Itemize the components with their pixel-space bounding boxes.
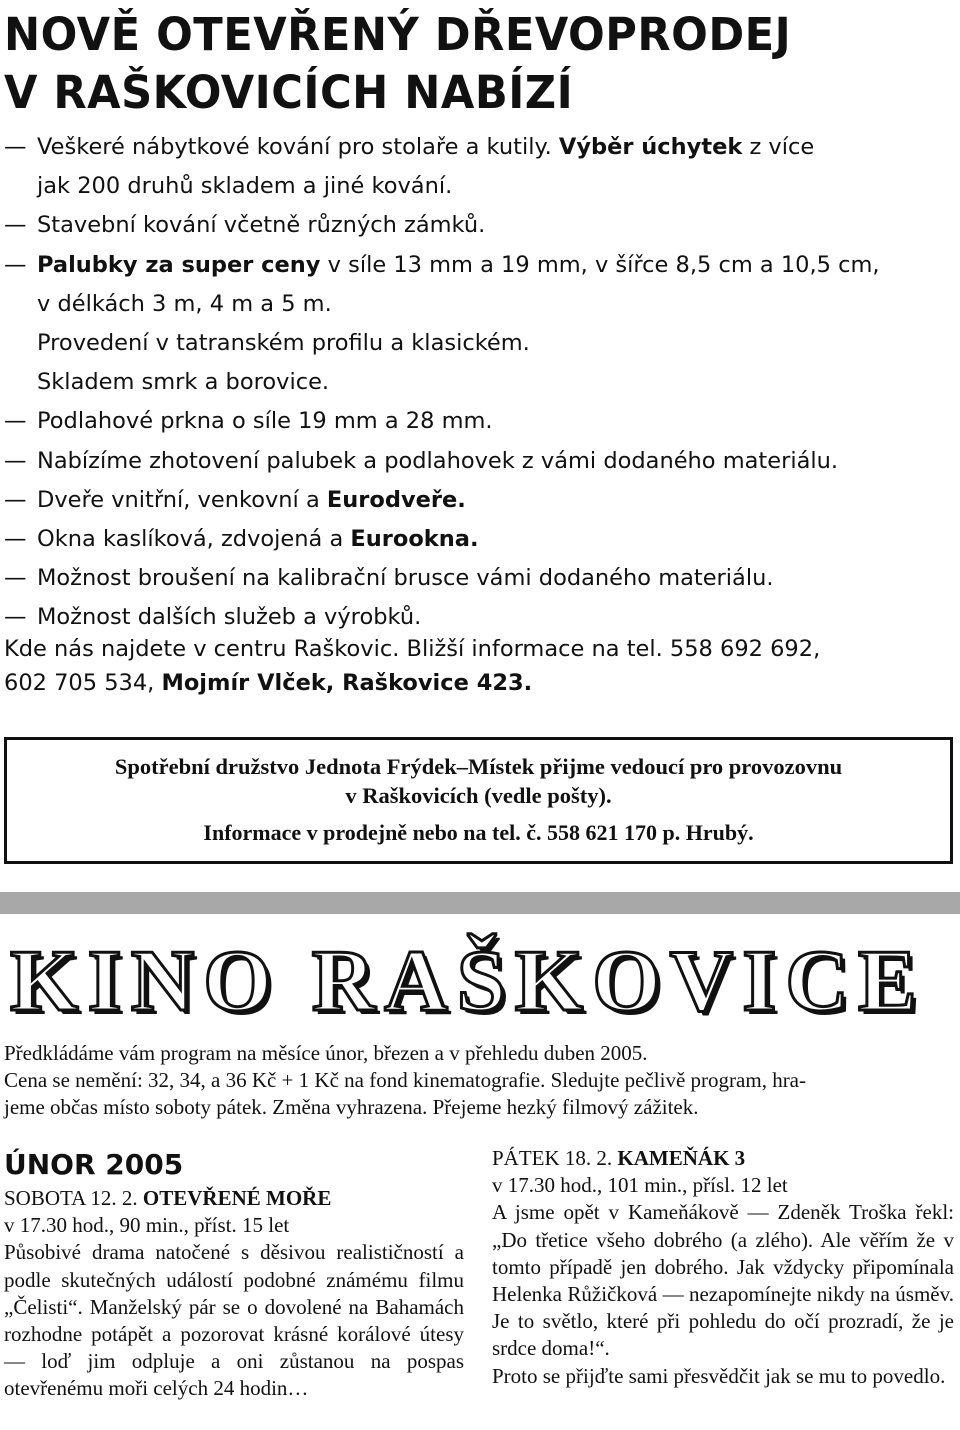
list-item xyxy=(4,167,956,206)
jednota-line-1: Spotřební družstvo Jednota Frýdek–Místek přijme vedoucí pro provozovnu xyxy=(114,754,843,779)
list-item-pre-text: v délkách 3 m, 4 m a 5 m. xyxy=(37,290,332,317)
list-item xyxy=(4,520,956,559)
list-item xyxy=(4,559,956,598)
list-item-pre-text: Možnost broušení na kalibrační brusce vámi dodaného materiálu. xyxy=(37,565,774,592)
jednota-line-2: v Raškovicích (vedle pošty). xyxy=(345,783,612,808)
section-divider xyxy=(0,892,960,914)
list-item-bold-text: Eurookna. xyxy=(350,526,479,553)
list-item-post-text: z více xyxy=(742,134,815,160)
list-item xyxy=(4,481,956,520)
contact-line-1: Kde nás najdete v centru Raškovic. Bližší informace na tel. 558 692 692, xyxy=(4,636,821,662)
list-dash: — xyxy=(4,134,27,160)
sawmill-headline xyxy=(4,6,954,122)
contact-name-address: Mojmír Vlček, Raškovice 423. xyxy=(161,670,533,696)
list-item xyxy=(4,285,956,324)
list-item-pre-text: Skladem smrk a borovice. xyxy=(37,369,330,396)
cinema-intro-line-1: Předkládáme vám program na měsíce únor, březen a v přehledu duben 2005. xyxy=(4,1041,648,1065)
month-heading: ÚNOR 2005 xyxy=(4,1148,184,1181)
cinema-intro-line-2: Cena se nemění: 32, 34, a 36 Kč + 1 Kč na fond kinematografie. Sledujte pečlivě program, hra- xyxy=(4,1068,806,1092)
film-2-description-2: Proto se přijďte sami přesvědčit jak se mu to povedlo. xyxy=(492,1363,946,1388)
film-1-description: Působivé drama natočené s děsivou realističností a podle skutečných událostí podobné známému filmu „Čelisti“. Manželský pár se o dovolené na Bahamách rozhodne potápět a pozorovat krásné korálové útesy — loď jim odpluje a oni zůstanou na pospas otevřenému moři celých 24 hodin… xyxy=(4,1240,464,1401)
list-dash: — xyxy=(4,486,27,513)
list-dash: — xyxy=(4,565,27,592)
headline-line-2: V RAŠKOVICÍCH NABÍZÍ xyxy=(4,66,574,119)
contact-phone: 602 705 534, xyxy=(4,670,162,696)
list-item-pre-text: Možnost dalších služeb a výrobků. xyxy=(37,604,422,631)
list-item xyxy=(4,442,956,481)
headline-line-1: NOVĚ OTEVŘENÝ DŘEVOPRODEJ xyxy=(4,8,792,61)
cinema-intro-line-3: jeme občas místo soboty pátek. Změna vyhrazena. Přejeme hezký filmový zážitek. xyxy=(4,1095,699,1119)
list-item xyxy=(4,363,956,402)
list-dash: — xyxy=(4,408,27,435)
film-1-info: v 17.30 hod., 90 min., příst. 15 let xyxy=(4,1213,290,1238)
film-2-info: v 17.30 hod., 101 min., přísl. 12 let xyxy=(492,1173,788,1198)
list-dash: — xyxy=(4,526,27,553)
list-dash: — xyxy=(4,447,27,474)
list-dash: — xyxy=(4,604,27,631)
list-item xyxy=(4,246,956,285)
jednota-line-3: Informace v prodejně nebo na tel. č. 558 621 170 p. Hrubý. xyxy=(203,820,754,845)
list-item-bold-text: Palubky za super ceny xyxy=(37,251,321,278)
film-1-heading xyxy=(4,1185,464,1212)
list-item-pre-text: Stavební kování včetně různých zámků. xyxy=(37,212,486,239)
film-2-day: PÁTEK 18. 2. xyxy=(492,1146,618,1170)
list-item-bold-text: Výběr úchytek xyxy=(558,134,743,160)
list-item-pre-text: Dveře vnitřní, venkovní a xyxy=(37,486,327,513)
list-dash: — xyxy=(4,251,27,278)
film-2-heading xyxy=(492,1145,954,1172)
list-dash: — xyxy=(4,212,27,239)
list-item xyxy=(4,128,956,167)
list-item-pre-text: Veškeré nábytkové kování pro stolaře a kutily. xyxy=(37,134,559,160)
jednota-job-ad xyxy=(4,737,953,864)
list-item-pre-text: Nabízíme zhotovení palubek a podlahovek z vámi dodaného materiálu. xyxy=(37,447,839,474)
list-item-pre-text: Provedení v tatranském profilu a klasickém. xyxy=(37,330,530,357)
cinema-intro xyxy=(4,1040,956,1121)
program-column-right xyxy=(492,1145,954,1390)
list-item-pre-text: Okna kaslíková, zdvojená a xyxy=(37,526,351,553)
list-item xyxy=(4,324,956,363)
list-item-pre-text: Podlahové prkna o síle 19 mm a 28 mm. xyxy=(37,408,493,435)
film-2-title: KAMEŇÁK 3 xyxy=(617,1146,746,1170)
film-2-description: A jsme opět v Kameňákově — Zdeněk Troška řekl: „Do třetice všeho dobrého (a zlého). Ale věřím že v tomto případě jen dobrého. Jak vždycky připomínala Helenka Růžičková — nezapomínejte nikdy na úsměv. Je to světlo, které při pohledu do očí prozradí, že je srdce doma!“. xyxy=(492,1200,954,1361)
program-column-left xyxy=(4,1145,464,1403)
list-item xyxy=(4,206,956,245)
list-item-pre-text: jak 200 druhů skladem a jiné kování. xyxy=(37,173,453,200)
list-item-bold-text: Eurodveře. xyxy=(326,486,466,513)
film-1-title: OTEVŘENÉ MOŘE xyxy=(142,1186,332,1210)
cinema-title: KINO RAŠKOVICE xyxy=(10,933,926,1030)
offer-list xyxy=(4,128,956,638)
list-item xyxy=(4,402,956,441)
contact-line-2 xyxy=(4,666,956,700)
contact-info xyxy=(4,632,956,700)
list-item-post-text: v síle 13 mm a 19 mm, v šířce 8,5 cm a 10,5 cm, xyxy=(320,251,880,278)
film-1-day: SOBOTA 12. 2. xyxy=(4,1186,143,1210)
